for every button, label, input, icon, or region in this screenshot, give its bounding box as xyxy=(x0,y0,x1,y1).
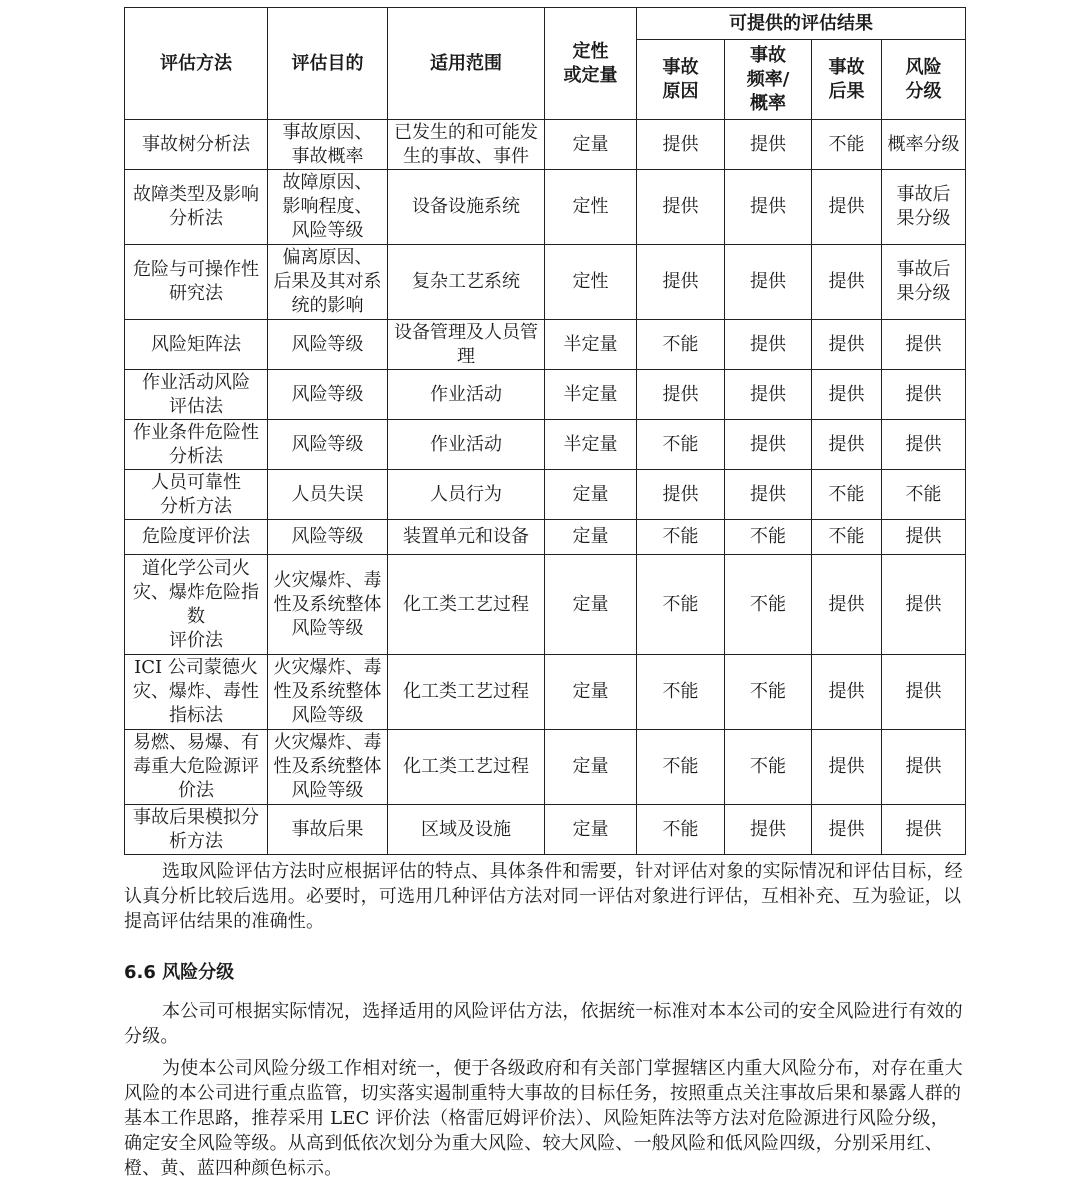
cell-purpose: 人员失误 xyxy=(268,470,388,520)
cell-method: 事故后果模拟分 析方法 xyxy=(125,805,268,855)
cell-qual: 定量 xyxy=(545,555,637,655)
cell-cause: 提供 xyxy=(637,120,725,170)
cell-purpose: 火灾爆炸、毒 性及系统整体 风险等级 xyxy=(268,655,388,730)
cell-conseq: 提供 xyxy=(812,555,882,655)
cell-scope: 已发生的和可能发 生的事故、事件 xyxy=(388,120,545,170)
table-row xyxy=(125,555,966,655)
table-row xyxy=(125,730,966,805)
cell-scope: 作业活动 xyxy=(388,370,545,420)
cell-qual: 定性 xyxy=(545,245,637,320)
cell-qual: 定量 xyxy=(545,520,637,555)
table-row xyxy=(125,370,966,420)
header-cause: 事故 原因 xyxy=(637,40,725,120)
cell-qual: 定量 xyxy=(545,470,637,520)
cell-cause: 不能 xyxy=(637,320,725,370)
paragraph-grading-intro: 本公司可根据实际情况，选择适用的风险评估方法，依据统一标准对本本公司的安全风险进行有效的分级。 xyxy=(124,1001,963,1047)
header-consequence: 事故 后果 xyxy=(812,40,882,120)
cell-cause: 不能 xyxy=(637,655,725,730)
table-row xyxy=(125,420,966,470)
header-frequency: 事故 频率/ 概率 xyxy=(725,40,812,120)
cell-purpose: 风险等级 xyxy=(268,520,388,555)
cell-method: 危险与可操作性 研究法 xyxy=(125,245,268,320)
cell-grade: 提供 xyxy=(882,655,966,730)
cell-qual: 定性 xyxy=(545,170,637,245)
cell-cause: 不能 xyxy=(637,805,725,855)
cell-conseq: 提供 xyxy=(812,730,882,805)
cell-conseq: 提供 xyxy=(812,370,882,420)
cell-qual: 定量 xyxy=(545,120,637,170)
cell-purpose: 偏离原因、 后果及其对系 统的影响 xyxy=(268,245,388,320)
cell-qual: 定量 xyxy=(545,655,637,730)
cell-conseq: 提供 xyxy=(812,170,882,245)
table-row xyxy=(125,520,966,555)
table-row xyxy=(125,655,966,730)
header-scope: 适用范围 xyxy=(388,8,545,120)
cell-scope: 复杂工艺系统 xyxy=(388,245,545,320)
cell-scope: 设备管理及人员管 理 xyxy=(388,320,545,370)
cell-purpose: 风险等级 xyxy=(268,320,388,370)
cell-method: 风险矩阵法 xyxy=(125,320,268,370)
cell-scope: 设备设施系统 xyxy=(388,170,545,245)
table-row xyxy=(125,245,966,320)
cell-freq: 提供 xyxy=(725,420,812,470)
cell-grade: 事故后 果分级 xyxy=(882,245,966,320)
cell-scope: 化工类工艺过程 xyxy=(388,655,545,730)
cell-purpose: 事故后果 xyxy=(268,805,388,855)
cell-purpose: 火灾爆炸、毒 性及系统整体 风险等级 xyxy=(268,555,388,655)
header-method: 评估方法 xyxy=(125,8,268,120)
section-heading: 6.6 风险分级 xyxy=(124,962,235,983)
cell-scope: 人员行为 xyxy=(388,470,545,520)
cell-purpose: 风险等级 xyxy=(268,370,388,420)
cell-grade: 事故后 果分级 xyxy=(882,170,966,245)
paragraph-method-selection: 选取风险评估方法时应根据评估的特点、具体条件和需要，针对评估对象的实际情况和评估目标，经认真分析比较后选用。必要时，可选用几种评估方法对同一评估对象进行评估，互相补充、互为验证，以提高评估结果的准确性。 xyxy=(124,861,963,932)
cell-qual: 定量 xyxy=(545,730,637,805)
cell-purpose: 风险等级 xyxy=(268,420,388,470)
cell-freq: 提供 xyxy=(725,245,812,320)
cell-method: 道化学公司火 灾、爆炸危险指 数 评价法 xyxy=(125,555,268,655)
cell-grade: 提供 xyxy=(882,420,966,470)
cell-cause: 提供 xyxy=(637,470,725,520)
cell-conseq: 提供 xyxy=(812,655,882,730)
cell-grade: 概率分级 xyxy=(882,120,966,170)
header-purpose: 评估目的 xyxy=(268,8,388,120)
header-risk-grade: 风险 分级 xyxy=(882,40,966,120)
header-results-group: 可提供的评估结果 xyxy=(637,8,966,40)
cell-grade: 提供 xyxy=(882,520,966,555)
cell-cause: 提供 xyxy=(637,170,725,245)
cell-scope: 区域及设施 xyxy=(388,805,545,855)
cell-freq: 不能 xyxy=(725,520,812,555)
table-row xyxy=(125,470,966,520)
cell-freq: 提供 xyxy=(725,320,812,370)
cell-scope: 化工类工艺过程 xyxy=(388,555,545,655)
table-row xyxy=(125,120,966,170)
cell-grade: 提供 xyxy=(882,555,966,655)
cell-method: 人员可靠性 分析方法 xyxy=(125,470,268,520)
cell-purpose: 事故原因、 事故概率 xyxy=(268,120,388,170)
cell-purpose: 火灾爆炸、毒 性及系统整体 风险等级 xyxy=(268,730,388,805)
cell-qual: 半定量 xyxy=(545,370,637,420)
cell-grade: 提供 xyxy=(882,805,966,855)
cell-grade: 提供 xyxy=(882,320,966,370)
cell-conseq: 提供 xyxy=(812,805,882,855)
cell-method: 危险度评价法 xyxy=(125,520,268,555)
table-row xyxy=(125,320,966,370)
cell-conseq: 提供 xyxy=(812,420,882,470)
cell-cause: 提供 xyxy=(637,245,725,320)
cell-scope: 装置单元和设备 xyxy=(388,520,545,555)
cell-freq: 不能 xyxy=(725,655,812,730)
cell-cause: 不能 xyxy=(637,555,725,655)
risk-assessment-methods-table xyxy=(124,7,966,855)
cell-conseq: 不能 xyxy=(812,120,882,170)
cell-cause: 提供 xyxy=(637,370,725,420)
cell-conseq: 提供 xyxy=(812,245,882,320)
cell-freq: 提供 xyxy=(725,470,812,520)
cell-freq: 不能 xyxy=(725,730,812,805)
cell-freq: 提供 xyxy=(725,805,812,855)
cell-cause: 不能 xyxy=(637,520,725,555)
cell-method: ICI 公司蒙德火 灾、爆炸、毒性 指标法 xyxy=(125,655,268,730)
cell-purpose: 故障原因、 影响程度、 风险等级 xyxy=(268,170,388,245)
cell-scope: 作业活动 xyxy=(388,420,545,470)
cell-method: 事故树分析法 xyxy=(125,120,268,170)
cell-freq: 提供 xyxy=(725,170,812,245)
cell-grade: 提供 xyxy=(882,370,966,420)
cell-cause: 不能 xyxy=(637,730,725,805)
cell-method: 作业条件危险性 分析法 xyxy=(125,420,268,470)
cell-conseq: 不能 xyxy=(812,520,882,555)
table-row xyxy=(125,170,966,245)
cell-freq: 提供 xyxy=(725,120,812,170)
cell-method: 作业活动风险 评估法 xyxy=(125,370,268,420)
cell-method: 易燃、易爆、有 毒重大危险源评 价法 xyxy=(125,730,268,805)
cell-conseq: 不能 xyxy=(812,470,882,520)
cell-freq: 提供 xyxy=(725,370,812,420)
cell-scope: 化工类工艺过程 xyxy=(388,730,545,805)
cell-freq: 不能 xyxy=(725,555,812,655)
cell-qual: 定量 xyxy=(545,805,637,855)
cell-grade: 不能 xyxy=(882,470,966,520)
paragraph-grading-detail: 为使本公司风险分级工作相对统一，便于各级政府和有关部门掌握辖区内重大风险分布，对存在重大风险的本公司进行重点监管，切实落实遏制重特大事故的目标任务，按照重点关注事故后果和暴露人群的基本工作思路，推荐采用 LEC 评价法（格雷厄姆评价法）、风险矩阵法等方法对危险源进行风险分级，确定安全风险等级。从高到低依次划分为重大风险、较大风险、一般风险和低风险四级，分别采用红、橙、黄、蓝四种颜色标示。 xyxy=(124,1058,963,1179)
cell-qual: 半定量 xyxy=(545,420,637,470)
cell-method: 故障类型及影响 分析法 xyxy=(125,170,268,245)
cell-conseq: 提供 xyxy=(812,320,882,370)
cell-qual: 半定量 xyxy=(545,320,637,370)
header-qualitative-quantitative: 定性 或定量 xyxy=(545,8,637,120)
cell-grade: 提供 xyxy=(882,730,966,805)
table-row xyxy=(125,805,966,855)
cell-cause: 不能 xyxy=(637,420,725,470)
